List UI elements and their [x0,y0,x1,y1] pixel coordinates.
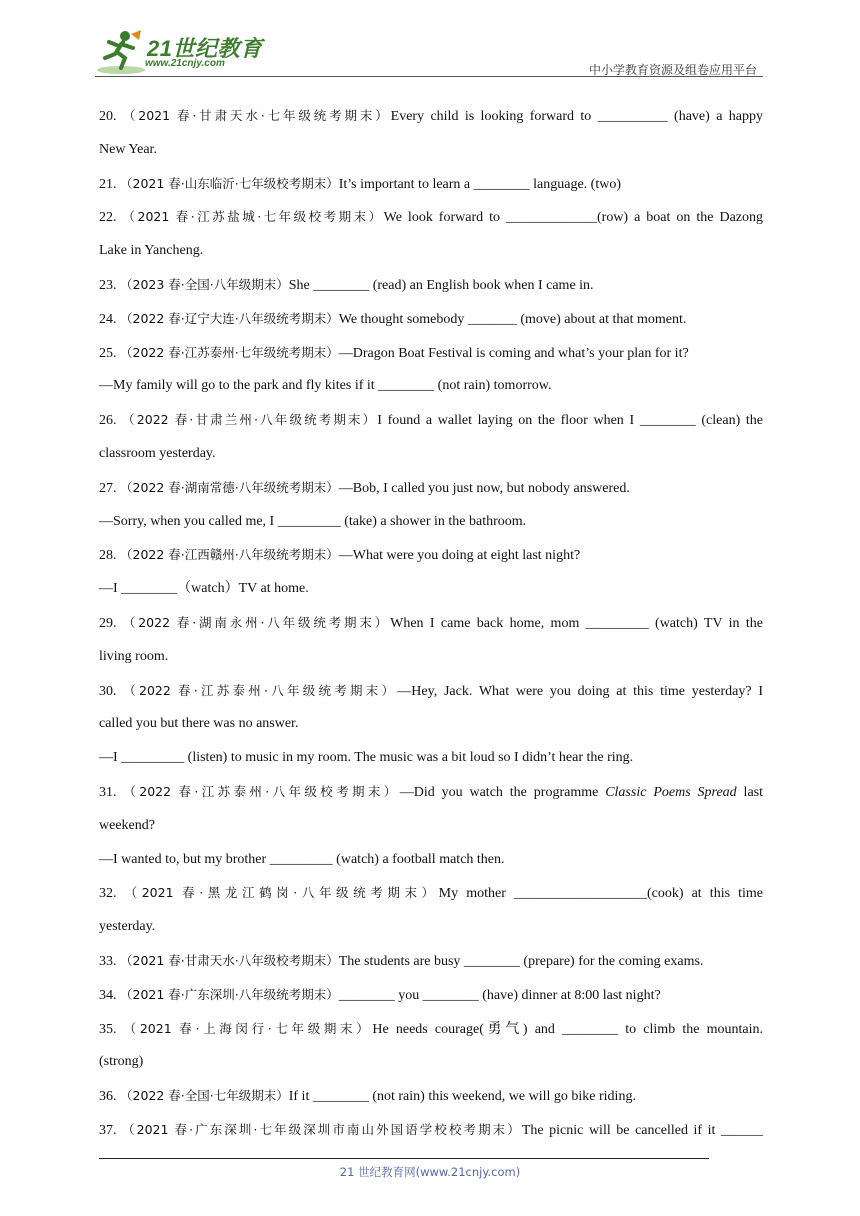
logo-text: 21世纪教育 [147,36,263,61]
question-text: —I wanted to, but my brother _________ (watch) a football match then. [99,851,505,867]
question-continuation [99,437,763,471]
question-text: classroom yesterday. [99,445,216,461]
page-header [95,28,763,78]
question-source-tag: （2021 春·山东临沂·七年级校考期末） [120,175,339,191]
question-text: living room. [99,648,169,664]
question-item [99,200,763,234]
question-item [99,978,763,1012]
question-continuation [99,133,763,167]
question-number: 22. [99,210,117,226]
question-text: —My family will go to the park and fly kites if it ________ (not rain) tomorrow. [99,378,552,394]
question-text: —What were you doing at eight last night? [338,548,581,564]
question-text: If it ________ (not rain) this weekend, we will go bike riding. [288,1089,636,1105]
question-item [99,99,763,133]
question-number: 30. [99,683,117,699]
question-text: I found a wallet laying on the floor when I ________ (clean) the [377,413,763,429]
question-source-tag: （2022 春·江西赣州·八年级统考期末） [120,547,339,563]
question-number: 28. [99,548,117,564]
question-number: 33. [99,953,117,969]
question-number: 27. [99,480,117,496]
runner-logo-icon [95,28,147,76]
question-source-tag: （2021 春·上海闵行·七年级期末） [123,1020,373,1036]
question-continuation [99,843,763,877]
question-continuation [99,505,763,539]
question-text: When I came back home, mom _________ (watch) TV in the [390,615,763,631]
programme-title: Classic Poems Spread [605,784,737,800]
question-number: 21. [99,176,117,192]
question-source-tag: （2022 春·湖南永州·八年级统考期末） [122,614,391,630]
site-logo [95,28,265,76]
question-item [99,268,763,302]
question-source-tag: （2022 春·江苏泰州·八年级校考期末） [123,783,400,799]
question-source-tag: （2021 春·广东深圳·七年级深圳市南山外国语学校校考期末） [122,1121,522,1137]
question-text: Every child is looking forward to __________ (have) a happy [390,109,763,124]
question-source-tag: （2022 春·全国·七年级期末） [120,1088,289,1104]
question-text: —I _________ (listen) to music in my room. The music was a bit loud so I didn’t hear the ring. [99,750,634,766]
question-number: 20. [99,109,117,124]
footer-divider [99,1158,709,1159]
question-source-tag: （2021 春·甘肃天水·八年级校考期末） [120,952,339,968]
question-source-tag: （2022 春·江苏泰州·八年级统考期末） [123,682,398,698]
question-source-tag: （2022 春·江苏泰州·七年级统考期末） [120,344,339,360]
question-number: 35. [99,1021,117,1037]
question-number: 37. [99,1122,117,1138]
question-item [99,302,763,336]
question-text: New Year. [99,141,157,157]
question-item [99,1113,763,1147]
question-number: 29. [99,615,117,631]
question-item [99,403,763,437]
question-source-tag: （2021 春·广东深圳·八年级统考期末） [120,986,339,1002]
question-number: 26. [99,413,117,429]
question-source-tag: （2021 春·黑龙江鹤岗·八年级统考期末） [124,885,439,901]
question-continuation [99,234,763,268]
question-number: 31. [99,784,117,800]
question-source-tag: （2022 春·甘肃兰州·八年级统考期末） [122,412,378,428]
platform-name: 中小学教育资源及组卷应用平台 [588,63,757,77]
question-source-tag: （2021 春·甘肃天水·七年级统考期末） [122,108,391,123]
question-text: He needs courage(勇气) and ________ to climb the mountain. [372,1021,763,1037]
question-list [99,99,763,1147]
question-text: yesterday. [99,919,156,935]
question-item [99,538,763,572]
question-text: ________ you ________ (have) dinner at 8:00 last night? [338,987,661,1003]
question-continuation [99,369,763,403]
question-item [99,944,763,978]
question-continuation [99,741,763,775]
question-item [99,336,763,370]
question-source-tag: （2023 春·全国·八年级期末） [120,276,289,292]
question-text: —I ________（watch）TV at home. [99,581,309,597]
page-footer: 21 世纪教育网(www.21cnjy.com) [339,1165,521,1179]
question-continuation [99,809,763,843]
question-text: called you but there was no answer. [99,716,299,732]
question-text: —Hey, Jack. What were you doing at this time yesterday? I [397,683,763,699]
question-text: Lake in Yancheng. [99,243,204,259]
question-text: (strong) [99,1054,144,1070]
question-text: The students are busy ________ (prepare) for the coming exams. [338,953,704,969]
question-text: —Dragon Boat Festival is coming and what’s your plan for it? [338,345,689,361]
question-number: 23. [99,277,117,293]
question-text: —Sorry, when you called me, I _________ (take) a shower in the bathroom. [99,513,527,529]
question-text: weekend? [99,817,155,833]
question-item [99,1012,763,1046]
question-source-tag: （2022 春·辽宁大连·八年级统考期末） [120,310,339,326]
question-number: 34. [99,987,117,1003]
question-number: 25. [99,345,117,361]
question-item [99,167,763,201]
question-text: The picnic will be cancelled if it ______ [521,1122,763,1138]
question-item [99,1079,763,1113]
header-divider [95,76,763,77]
question-item [99,876,763,910]
question-item [99,606,763,640]
question-number: 24. [99,311,117,327]
question-text: —Did you watch the programme [399,784,606,800]
question-continuation [99,707,763,741]
question-number: 32. [99,886,117,902]
question-text: We look forward to _____________(row) a boat on the Dazong [383,210,763,226]
question-text: It’s important to learn a ________ language. (two) [338,176,621,192]
question-text: —Bob, I called you just now, but nobody answered. [338,480,630,496]
question-source-tag: （2021 春·江苏盐城·七年级校考期末） [122,209,384,225]
question-continuation [99,572,763,606]
question-text: last [736,784,763,800]
question-text: We thought somebody _______ (move) about at that moment. [338,311,687,327]
question-text: She ________ (read) an English book when I came in. [288,277,594,293]
question-text: My mother ___________________(cook) at this time [438,886,763,902]
question-source-tag: （2022 春·湖南常德·八年级统考期末） [120,479,339,495]
question-item [99,471,763,505]
question-continuation [99,910,763,944]
question-item [99,674,763,708]
question-item [99,775,763,809]
question-number: 36. [99,1089,117,1105]
question-continuation [99,640,763,674]
question-continuation [99,1045,763,1079]
logo-url: www.21cnjy.com [145,58,225,69]
